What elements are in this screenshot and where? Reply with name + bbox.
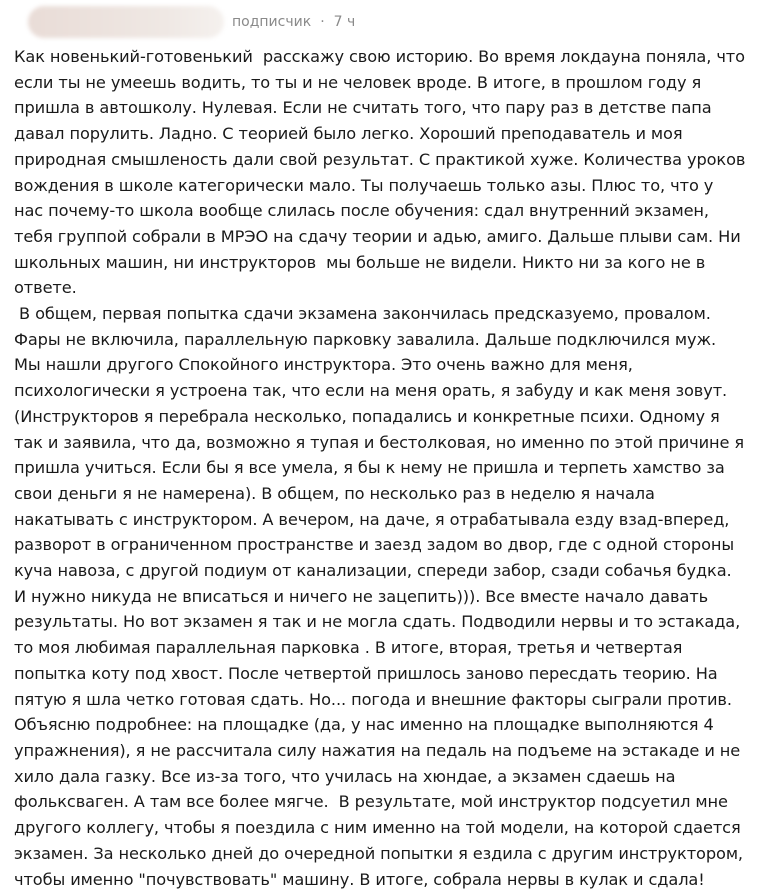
author-role-label: подписчик: [232, 14, 312, 30]
post-paragraph: В общем, первая попытка сдачи экзамена закончилась предсказуемо, провалом. Фары не включила, параллельную парковку завалила. Дальше подключился муж. Мы нашли другого Спокойного инструктора. Это очень важно для меня, психологически я устроена так, что если на меня орать, я забуду и как меня зовут. (Инструкторов я перебрала несколько, попадались и конкретные психи. Одному я так и заявила, что да, возможно я тупая и бестолковая, но именно по этой причине я пришла учиться. Если бы я все умела, я бы к нему не пришла и терпеть хамство за свои деньги я не намерена). В общем, по несколько раз в неделю я начала накатывать с инструктором. А вечером, на даче, я отрабатывала езду взад-вперед, разворот в ограниченном пространстве и заезд задом во двор, где с одной стороны куча навоза, с другой подиум от канализации, спереди забор, сзади собачья будка. И нужно никуда не вписаться и ничего не зацепить))). Все вместе начало давать результаты. Но вот экзамен я так и не могла сдать. Подводили нервы и то эстакада, то моя любимая параллельная парковка . В итоге, вторая, третья и четвертая попытка коту под хвост. После четвертой пришлось заново пересдать теорию. На пятую я шла четко готовая сдать. Но... погода и внешние факторы сыграли против.: [14, 304, 750, 709]
post-paragraph: Объясню подробнее: на площадке (да, у нас именно на площадке выполняются 4 упражнения), я не рассчитала силу нажатия на педаль на подъеме на эстакаде и не хило дала газку. Все из-за того, что училась на хюндае, а экзамен сдаешь на фольксваген. А там все более мягче. В результате, мой инструктор подсуетил мне другого коллегу, чтобы я поездила с ним именно на той модели, на которой сдается экзамен. За несколько дней до очередной попытки я ездила с другим инструктором, чтобы именно "почувствовать" машину. В итоге, собрала нервы в кулак и сдала!: [14, 715, 749, 889]
meta-separator: ·: [320, 14, 325, 30]
author-avatar-and-name-redacted[interactable]: [28, 6, 224, 38]
post-body: [14, 44, 751, 892]
post-paragraph: Как новенький-готовенький расскажу свою историю. Во время локдауна поняла, что если ты не умеешь водить, то ты и не человек вроде. В итоге, в прошлом году я пришла в автошколу. Нулевая. Если не считать того, что пару раз в детстве папа давал порулить. Ладно. С теорией было легко. Хороший преподаватель и моя природная смышленость дали свой результат. С практикой хуже. Количества уроков вождения в школе категорически мало. Ты получаешь только азы. Плюс то, что у нас почему-то школа вообще слилась после обучения: сдал внутренний экзамен, тебя группой собрали в МРЭО на сдачу теории и адью, амиго. Дальше плыви сам. Ни школьных машин, ни инструкторов мы больше не видели. Никто ни за кого не в ответе.: [14, 47, 751, 298]
post-timestamp[interactable]: 7 ч: [333, 14, 356, 30]
post-header: [14, 0, 747, 44]
